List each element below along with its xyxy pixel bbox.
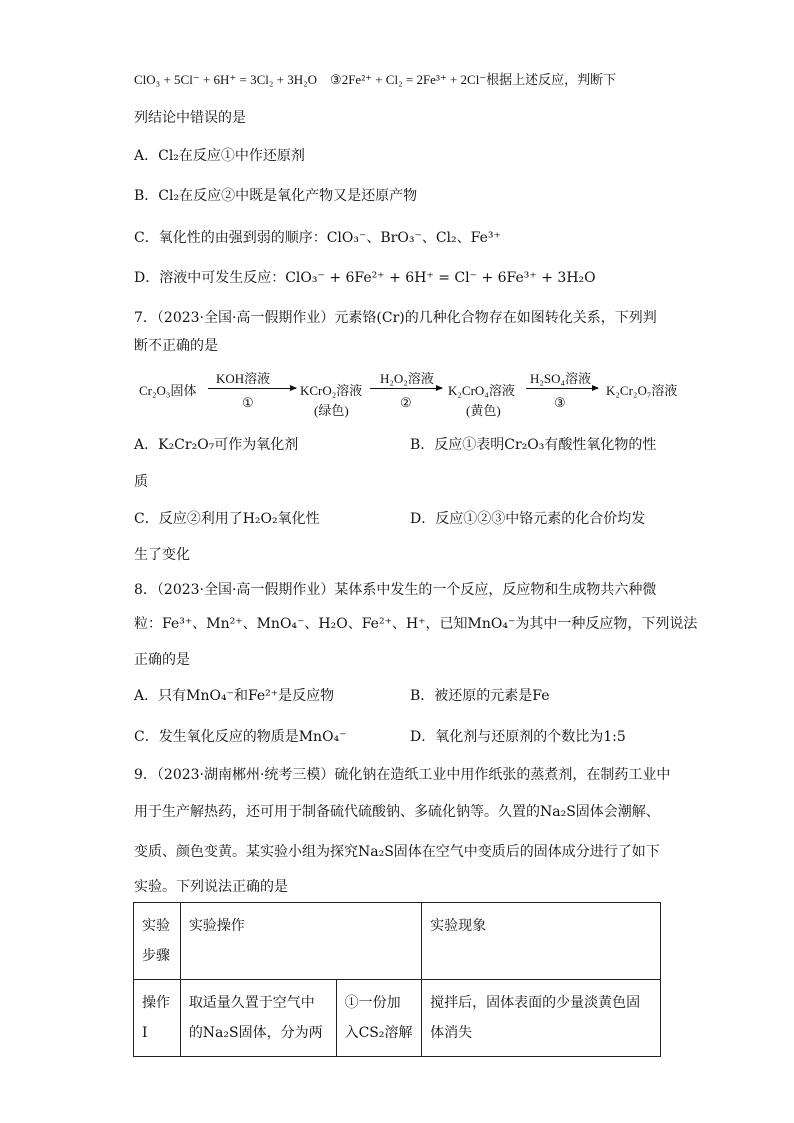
- header-observation: 实验现象: [422, 903, 661, 980]
- q6-option-c: C．氧化性的由强到弱的顺序：ClO₃⁻、BrO₃⁻、Cl₂、Fe³⁺: [134, 230, 501, 246]
- q7-option-c: C．反应②利用了H₂O₂氧化性: [134, 511, 320, 527]
- step-2-label: ②: [400, 395, 412, 410]
- q8-option-d: D．氧化剂与还原剂的个数比为1:5: [410, 729, 626, 745]
- cell-step: 操作I: [134, 980, 181, 1057]
- arrow-1: [208, 388, 296, 389]
- q7-option-a: A．K₂Cr₂O₇可作为氧化剂: [134, 437, 299, 453]
- k2cro4-color-note: (黄色): [466, 403, 501, 418]
- q7-stem-line1: 7．（2023·全国·高一假期作业）元素铬(Cr)的几种化合物存在如图转化关系，下列判: [134, 310, 657, 326]
- arrow-2: [370, 388, 442, 389]
- experiment-table: [133, 902, 661, 1057]
- step-3-label: ③: [554, 395, 566, 410]
- q7-option-b: B．反应①表明Cr₂O₃有酸性氧化物的性: [410, 437, 657, 453]
- q6-stem-end: 列结论中错误的是: [134, 110, 246, 126]
- table-row: [134, 980, 661, 1057]
- q9-stem-line3: 变质、颜色变黄。某实验小组为探究Na₂S固体在空气中变质后的固体成分进行了如下: [134, 844, 660, 860]
- q7-option-d-cont: 生了变化: [134, 547, 190, 563]
- reagent-koh: KOH溶液: [216, 371, 271, 386]
- q6-option-d: D．溶液中可发生反应：ClO₃⁻ + 6Fe²⁺ + 6H⁺ = Cl⁻ + 6Fe³⁺ + 3H₂O: [134, 270, 596, 286]
- cell-operation-1: 取适量久置于空气中的Na₂S固体，分为两: [180, 980, 336, 1057]
- q7-option-d: D．反应①②③中铬元素的化合价均发: [410, 511, 646, 527]
- species-cr2o3: Cr₂O₃固体: [139, 383, 197, 398]
- q8-stem-line2: 粒：Fe³⁺、Mn²⁺、MnO₄⁻、H₂O、Fe²⁺、H⁺，已知MnO₄⁻为其中一种反应物，下列说法: [134, 616, 698, 632]
- header-step: 实验步骤: [134, 903, 181, 980]
- q8-option-a: A．只有MnO₄⁻和Fe²⁺是反应物: [134, 688, 335, 704]
- q8-option-c: C．发生氧化反应的物质是MnO₄⁻: [134, 729, 347, 745]
- reagent-h2so4: H₂SO₄溶液: [530, 371, 592, 386]
- q8-option-b: B．被还原的元素是Fe: [410, 688, 550, 704]
- q8-stem-line1: 8．（2023·全国·高一假期作业）某体系中发生的一个反应，反应物和生成物共六种微: [134, 582, 657, 598]
- species-kcro2: KCrO₂溶液: [300, 383, 363, 398]
- cell-observation: 搅拌后，固体表面的少量淡黄色固体消失: [422, 980, 661, 1057]
- q9-stem-line2: 用于生产解热药，还可用于制备硫代硫酸钠、多硫化钠等。久置的Na₂S固体会潮解、: [134, 804, 660, 820]
- step-1-label: ①: [242, 395, 254, 410]
- arrow-3: [526, 388, 598, 389]
- header-operation: 实验操作: [180, 903, 421, 980]
- table-header-row: [134, 903, 661, 980]
- kcro2-color-note: (绿色): [314, 403, 349, 418]
- q7-stem-line2: 断不正确的是: [134, 338, 218, 354]
- q6-option-a: A．Cl₂在反应①中作还原剂: [134, 148, 305, 164]
- q7-option-b-cont: 质: [134, 474, 148, 490]
- q6-option-b: B．Cl₂在反应②中既是氧化产物又是还原产物: [134, 188, 418, 204]
- reagent-h2o2: H₂O₂溶液: [380, 371, 434, 386]
- cell-operation-2: ①一份加入CS₂溶解: [336, 980, 422, 1057]
- chromium-conversion-scheme: [134, 368, 694, 424]
- q8-stem-line3: 正确的是: [134, 652, 190, 668]
- species-k2cr2o7: K₂Cr₂O₇溶液: [606, 383, 678, 398]
- q6-equation-line: ClO₃ + 5Cl⁻ + 6H⁺ = 3Cl₂ + 3H₂O ③2Fe²⁺ + Cl₂ = 2Fe³⁺ + 2Cl⁻根据上述反应，判断下: [134, 72, 617, 87]
- species-k2cro4: K₂CrO₄溶液: [448, 383, 515, 398]
- q9-stem-line4: 实验。下列说法正确的是: [134, 879, 288, 895]
- q9-stem-line1: 9．（2023·湖南郴州·统考三模）硫化钠在造纸工业中用作纸张的蒸煮剂，在制药工业中: [134, 767, 671, 783]
